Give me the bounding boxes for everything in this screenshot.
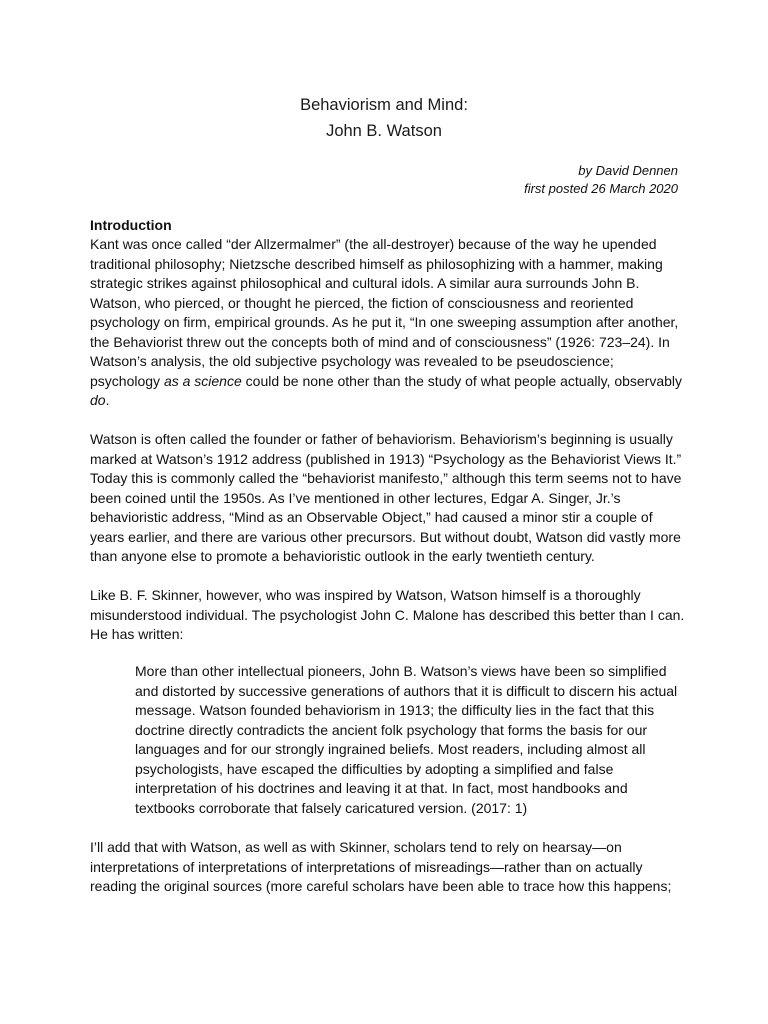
byline-author: by David Dennen <box>578 163 678 178</box>
text-line: years earlier, and there are various other precursors. But without doubt, Watson did vastly more <box>90 528 681 545</box>
text-line: Like B. F. Skinner, however, who was inspired by Watson, Watson himself is a thoroughly <box>90 587 641 603</box>
paragraph-founder <box>90 430 684 567</box>
quote-line: More than other intellectual pioneers, John B. Watson’s views have been so simplified <box>135 663 667 679</box>
text-line: reading the original sources (more careful scholars have been able to trace how this happens; <box>90 878 672 894</box>
text-line: misunderstood individual. The psychologist John C. Malone has described this better than I can. <box>90 606 685 623</box>
text-line: Kant was once called “der Allzermalmer” (the all-destroyer) because of the way he upended <box>90 236 657 252</box>
text-line: Watson’s analysis, the old subjective psychology was revealed to be pseudoscience; <box>90 353 614 369</box>
document-title-line-2: John B. Watson <box>326 122 442 140</box>
text-line <box>90 391 684 411</box>
text-line: interpretations of interpretations of interpretations of misreadings—rather than on actually <box>90 858 643 875</box>
text-line: traditional philosophy; Nietzsche described himself as philosophizing with a hammer, making <box>90 255 663 272</box>
text-run: could be none other than the study of what people actually, observably <box>241 372 683 389</box>
paragraph-skinner <box>90 586 684 645</box>
quote-line: languages and for our strongly ingrained beliefs. Most readers, including almost all <box>135 741 646 757</box>
quote-line: interpretation of his doctrines and leaving it at that. In fact, most handbooks and <box>135 780 628 796</box>
text-line: been coined until the 1950s. As I’ve mentioned in other lectures, Edgar A. Singer, Jr.’s <box>90 489 621 506</box>
text-line: I’ll add that with Watson, as well as with Skinner, scholars tend to rely on hearsay—on <box>90 839 622 855</box>
document-title-line-1: Behaviorism and Mind: <box>300 96 468 114</box>
emphasis-text: as a science <box>163 372 242 389</box>
quote-line: textbooks corroborate that falsely caricatured version. (2017: 1) <box>135 799 528 816</box>
quote-line: and distorted by successive generations of authors that it is difficult to discern his actual <box>135 682 678 699</box>
text-line: strategic strikes against philosophical and cultural idols. A similar aura surrounds John B. <box>90 275 640 291</box>
quote-line: psychologists, have escaped the difficulties by adopting a simplified and false <box>135 760 614 777</box>
text-line: Today this is commonly called the “behaviorist manifesto,” although this term seems not to have <box>90 470 682 486</box>
text-line: the Behaviorist threw out the concepts both of mind and of consciousness” (1926: 723–24). In <box>90 333 670 350</box>
text-line: than anyone else to promote a behavioristic outlook in the early twentieth century. <box>90 548 595 564</box>
emphasis-text: do <box>90 392 106 408</box>
section-heading: Introduction <box>90 217 172 233</box>
paragraph-hearsay <box>90 838 684 897</box>
text-run: . <box>105 392 110 408</box>
text-line: psychology on firm, empirical grounds. As he put it, “In one sweeping assumption after another, <box>90 314 679 330</box>
text-line: Watson, who pierced, or thought he pierced, the fiction of consciousness and reoriented <box>90 294 634 311</box>
paragraph-intro <box>90 235 684 411</box>
quote-line: message. Watson founded behaviorism in 1913; the difficulty lies in the fact that this <box>135 702 655 718</box>
text-line: marked at Watson’s 1912 address (published in 1913) “Psychology as the Behaviorist Views It.” <box>90 450 682 467</box>
text-run: psychology <box>90 372 164 389</box>
text-line <box>90 372 684 392</box>
text-line: Watson is often called the founder or father of behaviorism. Behaviorism’s beginning is usually <box>90 431 673 447</box>
quote-line: doctrine directly contradicts the ancient folk psychology that forms the basis for our <box>135 721 648 738</box>
text-line: behavioristic address, “Mind as an Observable Object,” had caused a minor stir a couple of <box>90 509 653 525</box>
text-line: He has written: <box>90 626 184 642</box>
block-quote <box>135 662 678 818</box>
byline-date: first posted 26 March 2020 <box>524 181 678 196</box>
